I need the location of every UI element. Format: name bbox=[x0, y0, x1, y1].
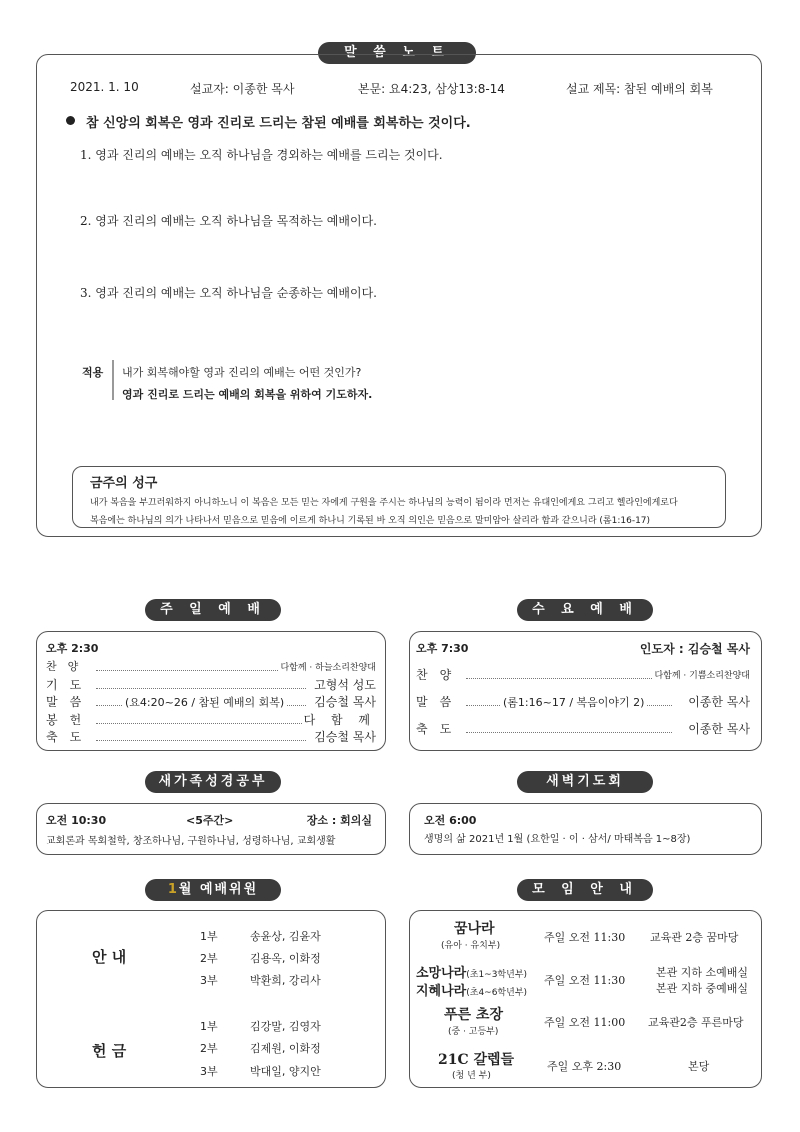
committee-title bbox=[145, 879, 281, 901]
wednesday-worship-title: 수 요 예 배 bbox=[517, 599, 653, 621]
meeting-sub-kkumnara: (유아 · 유치부) bbox=[441, 941, 501, 951]
apply-question: 내가 회복해야할 영과 진리의 예배는 어떤 것인가? bbox=[122, 366, 362, 379]
meeting-time-pureun: 주일 오전 11:00 bbox=[544, 1016, 626, 1029]
sunday-label-word: 말 씀 bbox=[46, 695, 82, 709]
wednesday-value-word: 이종한 목사 bbox=[688, 695, 750, 709]
meeting-name-jihye bbox=[416, 980, 527, 999]
wednesday-leader: 인도자 : 김승철 목사 bbox=[639, 642, 750, 656]
verse-line-2: 복음에는 하나님의 의가 나타나서 믿음으로 믿음에 이르게 하나니 기록된 바 오직 의인은 믿음으로 말미암아 살리라 함과 같으니라 (롬1:16-17) bbox=[90, 516, 651, 526]
sunday-value-prayer: 고형석 성도 bbox=[314, 678, 376, 692]
wednesday-label-benediction: 축 도 bbox=[416, 722, 452, 736]
guide-label: 안 내 bbox=[92, 948, 127, 966]
offering-label: 헌 금 bbox=[92, 1042, 127, 1060]
wednesday-label-word: 말 씀 bbox=[416, 695, 452, 709]
meeting-name-somang bbox=[416, 962, 527, 981]
meeting-time-kkumnara: 주일 오전 11:30 bbox=[544, 931, 626, 944]
apply-action: 영과 진리로 드리는 예배의 회복을 위하여 기도하자. bbox=[122, 388, 373, 401]
apply-label: 적용 bbox=[82, 366, 104, 379]
wednesday-leader-hymn bbox=[466, 678, 672, 679]
sunday-label-hymn: 찬 양 bbox=[46, 660, 79, 673]
wednesday-value-benediction: 이종한 목사 bbox=[688, 722, 750, 736]
sunday-time: 오후 2:30 bbox=[46, 642, 99, 655]
offering-names-1: 김강말, 김영자 bbox=[250, 1020, 321, 1033]
sunday-worship-title: 주 일 예 배 bbox=[145, 599, 281, 621]
offering-part-3: 3부 bbox=[200, 1065, 218, 1078]
offering-names-2: 김제원, 이화정 bbox=[250, 1042, 321, 1055]
meeting-name-somang-text: 소망나라 bbox=[416, 966, 467, 981]
sermon-note-title: 말 씀 노 트 bbox=[318, 42, 476, 64]
meeting-name-jihye-text: 지혜나라 bbox=[416, 984, 467, 999]
bullet-dot bbox=[66, 116, 75, 125]
dawn-prayer-box bbox=[409, 803, 762, 855]
sermon-preacher: 설교자: 이종한 목사 bbox=[190, 82, 295, 96]
main-point: 참 신앙의 회복은 영과 진리로 드리는 참된 예배를 회복하는 것이다. bbox=[86, 116, 471, 131]
apply-divider bbox=[112, 360, 114, 400]
sunday-leader-offering bbox=[96, 723, 306, 724]
dawn-desc: 생명의 삶 2021년 1월 (요한일 · 이 · 삼서/ 마태복음 1~8장) bbox=[424, 834, 691, 845]
sunday-leader-hymn bbox=[96, 670, 306, 671]
offering-names-3: 박대일, 양지안 bbox=[250, 1065, 321, 1078]
meeting-place-somang: 본관 지하 소예배실 bbox=[656, 966, 749, 979]
sunday-leader-benediction bbox=[96, 740, 306, 741]
sunday-label-prayer: 기 도 bbox=[46, 678, 82, 692]
sunday-leader-prayer bbox=[96, 688, 306, 689]
newfamily-topics: 교회론과 목회철학, 창조하나님, 구원하나님, 성령하나님, 교회생활 bbox=[46, 836, 336, 847]
meeting-name-kkumnara: 꿈나라 bbox=[454, 921, 495, 937]
point-1: 1. 영과 진리의 예배는 오직 하나님을 경외하는 예배를 드리는 것이다. bbox=[80, 148, 443, 162]
wednesday-leader-benediction bbox=[466, 732, 672, 733]
verse-title: 금주의 성구 bbox=[90, 476, 158, 491]
meeting-sub-pureun: (중 · 고등부) bbox=[448, 1027, 499, 1037]
sunday-value-benediction: 김승철 목사 bbox=[314, 730, 376, 744]
verse-line-1: 내가 복음을 부끄러워하지 아니하노니 이 복음은 모든 믿는 자에게 구원을 주시는 하나님의 능력이 됨이라 먼저는 유대인에게요 그리고 헬라인에게로다 bbox=[90, 498, 678, 508]
offering-part-1: 1부 bbox=[200, 1020, 218, 1033]
wednesday-label-hymn: 찬 양 bbox=[416, 668, 452, 682]
guide-names-1: 송윤상, 김윤자 bbox=[250, 930, 321, 943]
sunday-value-hymn: 다함께 · 하늘소리찬양대 bbox=[278, 660, 376, 673]
committee-title-num: 1 bbox=[167, 882, 179, 897]
newfamily-time: 오전 10:30 bbox=[46, 814, 107, 827]
meetings-title: 모 임 안 내 bbox=[517, 879, 653, 901]
sermon-passage: 본문: 요4:23, 삼상13:8-14 bbox=[358, 82, 505, 96]
wednesday-word-passage: (롬1:16~17 / 복음이야기 2) bbox=[500, 694, 647, 710]
meeting-place-jihye: 본관 지하 중예배실 bbox=[656, 982, 749, 995]
guide-names-2: 김용옥, 이화정 bbox=[250, 952, 321, 965]
newfamily-weeks: <5주간> bbox=[186, 814, 234, 827]
newfamily-place: 장소 : 회의실 bbox=[306, 814, 372, 827]
dawn-time: 오전 6:00 bbox=[424, 814, 477, 827]
sunday-label-offering: 봉 헌 bbox=[46, 713, 82, 727]
guide-part-3: 3부 bbox=[200, 974, 218, 987]
sermon-title: 설교 제목: 참된 예배의 회복 bbox=[566, 82, 713, 96]
point-2: 2. 영과 진리의 예배는 오직 하나님을 목적하는 예배이다. bbox=[80, 214, 377, 228]
committee-title-text: 월 예배위원 bbox=[178, 882, 259, 897]
meeting-sub-jihye: (초4~6학년부) bbox=[466, 988, 528, 998]
sunday-value-word: 김승철 목사 bbox=[314, 695, 376, 709]
newfamily-title: 새가족성경공부 bbox=[145, 771, 281, 793]
guide-names-3: 박환희, 강리사 bbox=[250, 974, 321, 987]
dawn-prayer-title: 새벽기도회 bbox=[517, 771, 653, 793]
meeting-time-caleb: 주일 오후 2:30 bbox=[547, 1060, 622, 1073]
meeting-name-pureun: 푸른 초장 bbox=[444, 1007, 503, 1023]
meeting-name-caleb: 21C 갈렙들 bbox=[438, 1052, 515, 1068]
meeting-place-kkumnara: 교육관 2층 꿈마당 bbox=[650, 931, 739, 944]
wednesday-value-hymn: 다함께 · 기쁨소리찬양대 bbox=[652, 668, 750, 681]
sermon-date: 2021. 1. 10 bbox=[70, 80, 139, 94]
sunday-value-offering: 다 함 께 bbox=[303, 713, 376, 727]
meeting-sub-caleb: (청 년 부) bbox=[452, 1071, 491, 1081]
guide-part-1: 1부 bbox=[200, 930, 218, 943]
guide-part-2: 2부 bbox=[200, 952, 218, 965]
meeting-time-children: 주일 오전 11:30 bbox=[544, 974, 626, 987]
point-3: 3. 영과 진리의 예배는 오직 하나님을 순종하는 예배이다. bbox=[80, 286, 377, 300]
sunday-label-benediction: 축 도 bbox=[46, 730, 82, 744]
newfamily-box bbox=[36, 803, 386, 855]
offering-part-2: 2부 bbox=[200, 1042, 218, 1055]
wednesday-time: 오후 7:30 bbox=[416, 642, 469, 655]
meeting-sub-somang: (초1~3학년부) bbox=[466, 970, 528, 980]
meeting-place-caleb: 본당 bbox=[688, 1060, 710, 1073]
meeting-place-pureun: 교육관2층 푸른마당 bbox=[648, 1016, 744, 1029]
sunday-word-passage: (요4:20~26 / 참된 예배의 회복) bbox=[122, 694, 287, 710]
